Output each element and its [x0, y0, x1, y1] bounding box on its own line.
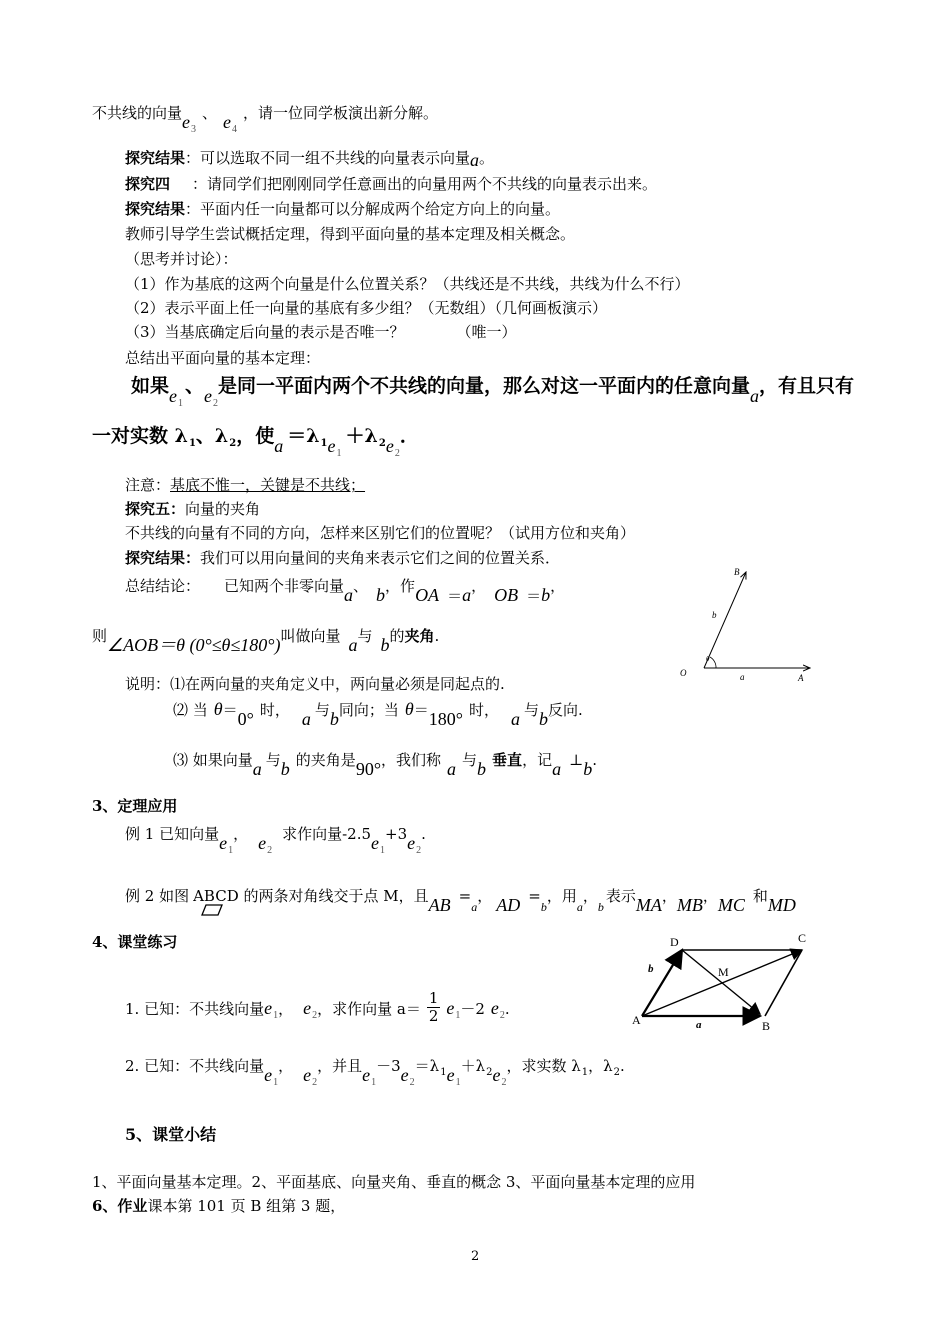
practice-2: 2. 已知：不共线向量$e_1$， $e_2$，并且$e_1-3e_2=\lambda_1e_1+\lambda_2e_2$，求实数 $\lambda_1$，$\lambda_2$.	[125, 1057, 625, 1088]
line-4: 探究结果：平面内任一向量都可以分解成两个给定方向上的向量。	[125, 200, 561, 218]
label-O: O	[680, 668, 687, 678]
section-4-heading: 4、课堂练习	[92, 933, 178, 951]
label-C: C	[798, 931, 807, 945]
label-b: b	[712, 610, 717, 620]
explanation-2: ⑵ 当 θ＝0° 时， a 与b同向；当 θ＝180° 时， a 与b反向.	[173, 699, 583, 729]
vector-e3: $e_3$	[182, 112, 197, 135]
homework-line: 6、作业课本第 101 页 B 组第 3 题，	[92, 1197, 346, 1215]
label-theta: θ	[706, 655, 710, 663]
section-3-heading: 3、定理应用	[92, 797, 178, 815]
vector-e1: $e_1$	[169, 386, 184, 409]
angle-definition-line: 则∠AOB＝θ (0°≤θ≤180°)叫做向量 a与 b的夹角.	[92, 627, 440, 655]
line-5: 教师引导学生尝试概括定理，得到平面向量的基本定理及相关概念。	[125, 225, 576, 243]
line-3: 探究四 ：请同学们把刚刚同学任意画出的向量用两个不共线的向量表示出来。	[125, 175, 658, 193]
label-B: B	[734, 567, 740, 577]
theorem-line-2: 一对实数 $\lambda_1$、$\lambda_2$，使$a =\lambda_1e_1+\lambda_2e_2$．	[92, 425, 419, 459]
vector-a: a	[274, 436, 284, 456]
fraction-one-half: $\frac{1}{2}$	[428, 989, 439, 1026]
explore-5-line: 探究五：向量的夹角	[125, 500, 261, 518]
summary-conclusion-line: 总结结论： 已知两个非零向量a、 b，作OA ＝a， OB ＝b，	[125, 577, 566, 605]
vector-b: b	[380, 635, 390, 655]
vector-ad	[642, 950, 682, 1016]
line-7: （1）作为基底的这两个向量是什么位置关系？（共线还是不共线，共线为什么不行）	[125, 275, 690, 293]
note-line: 注意：基底不惟一，关键是不共线；	[125, 476, 366, 494]
line-2: 探究结果：可以选取不同一组不共线的向量表示向量a。	[125, 149, 495, 170]
line-1: 不共线的向量$e_3$、 $e_4$，请一位同学板演出新分解。	[92, 104, 439, 135]
result-5-line: 探究结果：我们可以用向量间的夹角来表示它们之间的位置关系．	[125, 549, 561, 567]
angle-formula: ∠AOB＝θ (0°≤θ≤180°)	[107, 635, 281, 655]
vector-e2: $e_2$	[204, 386, 219, 409]
vector-b: b	[541, 585, 551, 605]
explanation-3: ⑶ 如果向量a 与b 的夹角是90°，我们称 a 与b 垂直，记a ⊥b.	[173, 751, 597, 779]
vector-b: b	[376, 585, 386, 605]
vector-e4: $e_4$	[223, 112, 238, 135]
vector-a: a	[470, 150, 480, 170]
label-a: a	[696, 1019, 702, 1031]
line-10: 总结出平面向量的基本定理：	[125, 349, 321, 367]
vector-oa: OA	[415, 585, 440, 605]
diagonal-db	[682, 950, 760, 1014]
line-8: （2）表示平面上任一向量的基底有多少组？（无数组）（几何画板演示）	[125, 299, 608, 317]
vector-a: a	[344, 585, 354, 605]
vector-e1: $e_1$	[327, 436, 342, 459]
angle-figure	[672, 560, 822, 690]
vector-a: a	[348, 635, 358, 655]
label-b: b	[648, 963, 654, 975]
theorem-line-1: 如果$e_1$、$e_2$是同一平面内两个不共线的向量，那么对这一平面内的任意向量a，有且只有	[131, 375, 855, 409]
vector-a: a	[462, 585, 472, 605]
label-B: B	[762, 1019, 771, 1033]
vector-ob-line	[704, 572, 746, 668]
line-6: （思考并讨论）：	[125, 250, 238, 268]
practice-1: 1. 已知：不共线向量$e_1$， $e_2$，求作向量 a＝ $\frac{1}{2}$ $e_1-2$ $e_2$.	[125, 989, 510, 1026]
parallelogram-figure	[628, 928, 820, 1038]
vector-a: a	[750, 386, 760, 406]
text: 不共线的向量	[92, 104, 183, 122]
explanation-1: 说明：⑴在两向量的夹角定义中，两向量必须是同起点的.	[125, 675, 505, 693]
label-M: M	[718, 965, 729, 979]
label-A: A	[632, 1013, 641, 1027]
angle-arc	[710, 657, 716, 668]
question-5-line: 不共线的向量有不同的方向，怎样来区别它们的位置呢？（试用方位和夹角）	[125, 524, 636, 542]
vector-e2: $e_2$	[385, 436, 400, 459]
section-5-heading: 5、课堂小结	[125, 1125, 217, 1144]
side-bc	[765, 950, 802, 1016]
summary-line: 1、平面向量基本定理。2、平面基底、向量夹角、垂直的概念 3、平面向量基本定理的应用	[92, 1173, 696, 1191]
label-a: a	[740, 672, 745, 682]
example-1: 例 1 已知向量$e_1$， $e_2$求作向量$-2.5e_1+3e_2$.	[125, 825, 426, 856]
label-D: D	[670, 935, 679, 949]
example-2: 例 2 如图 ABCD 的两条对角线交于点 M，且AB $=_a$， AD $=_b$，用$_a$，$_b$表示MA，MB，MC 和MD	[125, 887, 796, 915]
vector-ob: OB	[494, 585, 519, 605]
line-9: （3）当基底确定后向量的表示是否唯一？ （唯一）	[125, 323, 517, 341]
parallelogram-icon	[201, 904, 223, 916]
label-A: A	[798, 673, 804, 683]
page-number: 2	[471, 1249, 480, 1264]
